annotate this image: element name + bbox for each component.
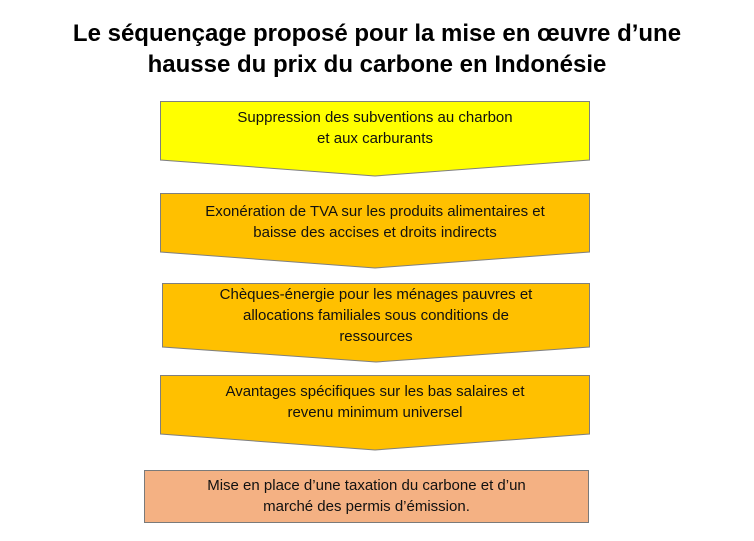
step-2-line-2: baisse des accises et droits indirects bbox=[253, 224, 497, 241]
step-1-line-2: et aux carburants bbox=[317, 130, 433, 147]
step-3-chevron bbox=[162, 283, 590, 363]
step-1-chevron bbox=[160, 101, 590, 177]
final-line-2: marché des permis d’émission. bbox=[263, 498, 470, 515]
step-1-line-1: Suppression des subventions au charbon bbox=[237, 109, 513, 126]
diagram-title bbox=[0, 18, 754, 80]
step-3-text bbox=[162, 284, 590, 347]
step-2-text bbox=[160, 201, 590, 243]
step-3-line-3: ressources bbox=[339, 328, 413, 345]
title-line-2: hausse du prix du carbone en Indonésie bbox=[147, 51, 607, 78]
step-2-line-1: Exonération de TVA sur les produits alimentaires et bbox=[205, 203, 545, 220]
step-3-line-1: Chèques-énergie pour les ménages pauvres et bbox=[219, 286, 533, 303]
step-4-chevron bbox=[160, 375, 590, 451]
step-4-line-2: revenu minimum universel bbox=[287, 404, 463, 421]
final-line-1: Mise en place d’une taxation du carbone et d’un bbox=[207, 477, 526, 494]
step-2-chevron bbox=[160, 193, 590, 269]
step-4-text bbox=[160, 381, 590, 423]
final-step-box bbox=[144, 470, 589, 523]
step-4-line-1: Avantages spécifiques sur les bas salaires et bbox=[225, 383, 525, 400]
step-3-line-2: allocations familiales sous conditions de bbox=[243, 307, 509, 324]
title-line-1: Le séquençage proposé pour la mise en œuvre d’une bbox=[72, 20, 682, 47]
step-1-text bbox=[160, 107, 590, 149]
